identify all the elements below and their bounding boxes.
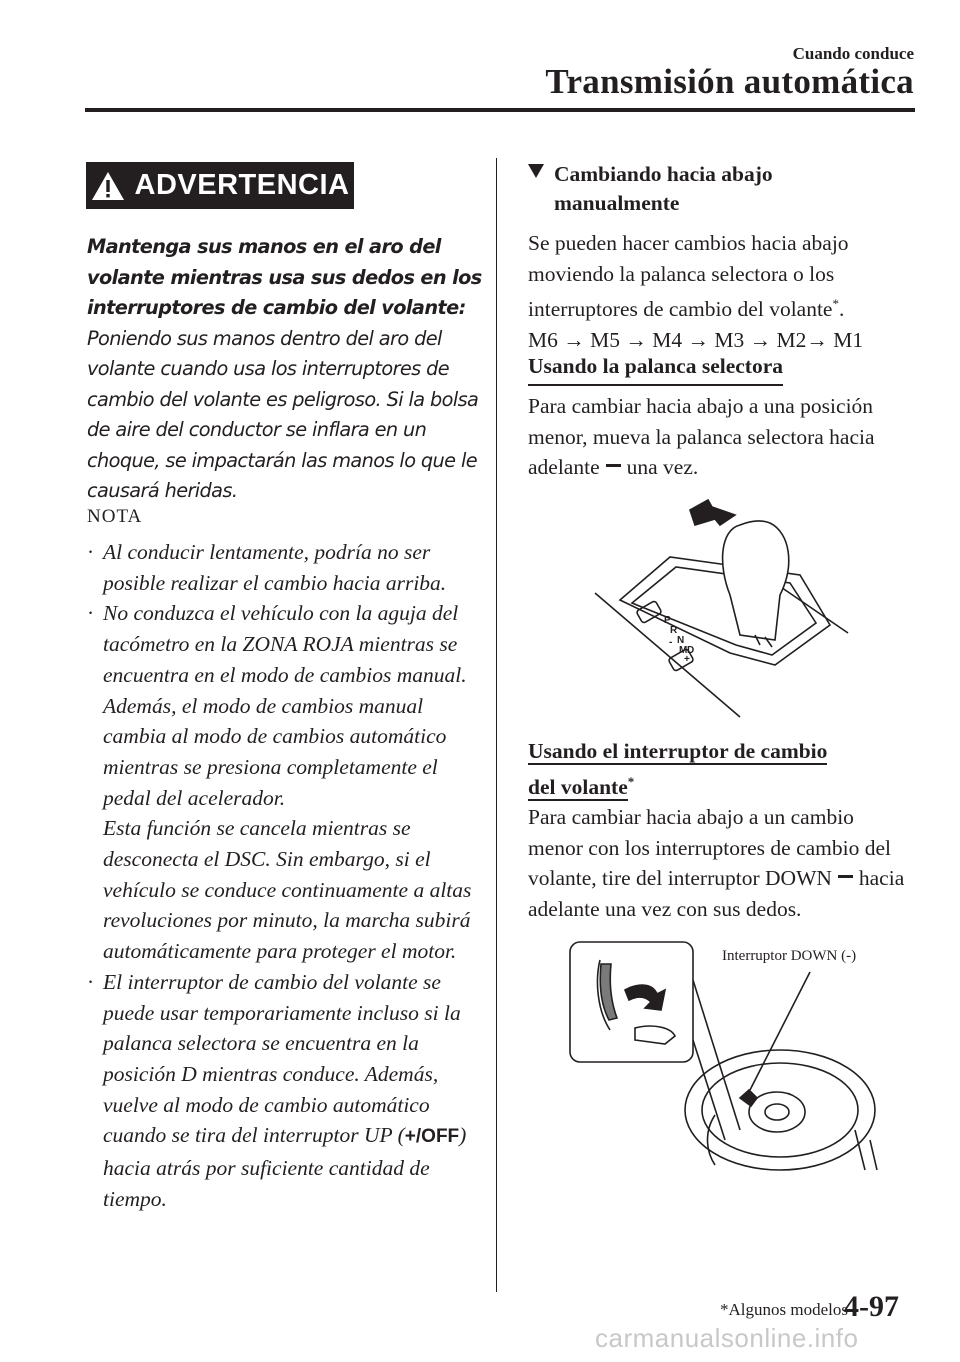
note-text: Esta función se cancela mientras se desconecta el DSC. Sin embargo, si el vehículo se conduce continuamente a altas revoluciones por minuto, la marcha subirá automáticamente para proteger el motor.	[103, 816, 472, 964]
warning-label: ADVERTENCIA	[134, 169, 350, 201]
switch-text-b: hacia adelante una vez con sus dedos.	[528, 866, 905, 921]
note-list	[85, 537, 485, 1214]
warning-heading: Mantenga sus manos en el aro del volante mientras usa sus dedos en los interruptores de cambio del volante:	[87, 235, 482, 319]
lever-text-b: una vez.	[626, 455, 699, 479]
arrow-forward-icon	[690, 500, 735, 525]
minus-icon	[606, 464, 621, 467]
switch-text	[528, 802, 913, 924]
note-item	[85, 537, 485, 598]
note-item	[85, 598, 485, 966]
section-title	[528, 160, 773, 218]
up-switch-label: +/OFF	[404, 1126, 460, 1148]
header-section: Cuando conduce	[792, 44, 914, 63]
section-intro: Se pueden hacer cambios hacia abajo moviendo la palanca selectora o los interruptores de cambio del volante*. M6 → M5 → M4 → M3 → M2→ M1	[528, 228, 913, 355]
warning-body: Poniendo sus manos dentro del aro del volante cuando usa los interruptores de cambio del volante es peligroso. Si la bolsa de aire del conductor se inflara en un choque, se impactarán las manos lo que le causará heridas.	[87, 326, 479, 502]
gear-letter-d: D	[687, 645, 695, 656]
warning-text	[87, 232, 487, 507]
note-item	[85, 967, 485, 1215]
switch-heading-text: Usando el interruptor de cambio del volante	[528, 739, 828, 799]
gear-sequence: M6 → M5 → M4 → M3 → M2→ M1	[528, 327, 864, 352]
gear-letter-minus: -	[669, 637, 673, 648]
switch-text-a: Para cambiar hacia abajo a un cambio menor con los interruptores de cambio del volante, tire del interruptor DOWN	[528, 805, 892, 890]
warning-triangle-icon	[91, 171, 125, 201]
column-divider	[496, 158, 497, 1292]
console-edge-line	[595, 593, 740, 717]
steering-wheel-illustration	[565, 940, 885, 1175]
asterisk: *	[832, 296, 839, 311]
intro-text: Se pueden hacer cambios hacia abajo moviendo la palanca selectora o los interruptores de cambio del volante	[528, 231, 849, 322]
lever-text-a: Para cambiar hacia abajo a una posición menor, mueva la palanca selectora hacia adelante	[528, 394, 875, 479]
triangle-down-icon	[528, 164, 544, 178]
steering-wheel-rim	[685, 1050, 875, 1170]
shift-gate-inner	[632, 567, 816, 655]
section-title-line1: Cambiando hacia abajo	[554, 162, 773, 186]
note-text-part: El interruptor de cambio del volante se puede usar temporariamente incluso si la palanca selectora se encuentra en la posición D mientras conduce. Además, vuelve al modo de cambio automático cuando se tira del interruptor UP	[103, 969, 461, 1148]
hand-sketch	[708, 1115, 716, 1165]
inset-leader-line	[693, 980, 740, 1130]
note-text-part: ) hacia atrás por suficiente cantidad de tiempo.	[103, 1123, 467, 1211]
gear-letter-p: P	[664, 615, 671, 626]
paddle-down-marker	[740, 1090, 757, 1106]
note-label: NOTA	[87, 506, 143, 527]
minus-icon	[838, 875, 853, 878]
note-text: Al conducir lentamente, podría no ser posible realizar el cambio hacia arriba.	[103, 540, 447, 595]
gear-lever-illustration	[590, 495, 850, 720]
note-text: No conduzca el vehículo con la aguja del tacómetro en la ZONA ROJA mientras se encuentra en el modo de cambios manual. Además, el modo de cambios manual cambia al modo de cambios automático mientras se presiona completamente el pedal del acelerador.	[103, 601, 467, 810]
switch-heading	[528, 736, 858, 802]
warning-banner	[86, 162, 354, 209]
zoom-inset	[570, 942, 693, 1062]
console-button	[636, 600, 662, 623]
callout-leader-line	[750, 972, 810, 1090]
footer-note: *Algunos modelos	[720, 1300, 848, 1319]
watermark: carmanualsonline.info	[595, 1323, 859, 1353]
lever-heading: Usando la palanca selectora	[528, 351, 783, 386]
bullet-icon: ·	[87, 601, 95, 626]
gear-letter-plus: +	[684, 654, 690, 665]
page-number: 4-97	[844, 1290, 899, 1323]
gear-letter-r: R	[670, 625, 678, 636]
note-text: El interruptor de cambio del volante se puede usar temporariamente incluso si la palanca selectora se encuentra en la posición D mientras conduce. Además, vuelve al modo de cambio automático cuando se tira del interruptor UP (+/OFF) hacia atrás por suficiente cantidad de tiempo.	[103, 969, 467, 1211]
steering-emblem	[765, 1104, 789, 1120]
header-rule	[85, 108, 915, 112]
gear-letter-m: M	[679, 645, 688, 656]
page-title: Transmisión automática	[545, 62, 914, 101]
asterisk: *	[627, 773, 635, 789]
lever-section	[528, 351, 913, 386]
steering-wheel-rim-inner	[702, 1063, 858, 1157]
finger-sketch	[635, 1026, 675, 1044]
bullet-icon: ·	[87, 969, 95, 994]
arrow-pull-icon	[625, 985, 665, 1010]
bullet-icon: ·	[87, 540, 95, 564]
paddle-switch	[600, 964, 617, 1020]
lever-text	[528, 391, 913, 483]
switch-section	[528, 736, 913, 802]
section-title-line2: manualmente	[554, 191, 680, 215]
gear-letter-n: N	[677, 635, 685, 646]
callout-label: Interruptor DOWN (-)	[722, 948, 857, 964]
gear-knob	[723, 521, 789, 640]
